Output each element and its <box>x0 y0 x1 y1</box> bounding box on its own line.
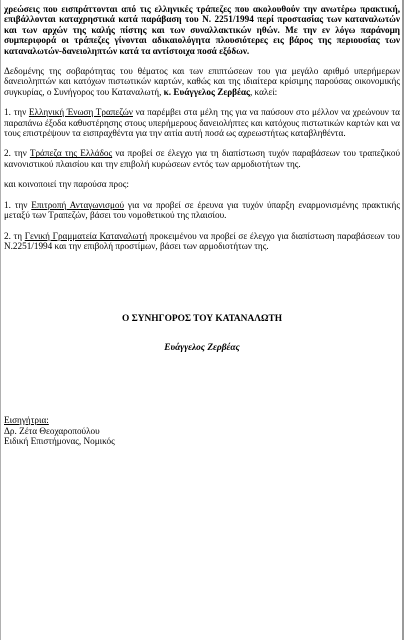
given-text: Δεδομένης της σοβαρότητας του θέματος και των επιπτώσεων του για μεγάλο αριθμό υπερήμερων δανειοληπτών και κατόχων πιστωτικών καρτών, καθώς και της ιδιαίτερα κρίσιμης παρούσας οικονομικής συγκυρίας, ο Συνήγορος του Καταναλωτή, <box>4 66 400 97</box>
item-text: για να προβεί σε έρευνα για τυχόν ύπαρξη εναρμονισμένης πρακτικής μεταξύ των Τραπεζών, βάσει του νομοθετικού της πλαισίου. <box>4 199 400 221</box>
item-prefix: 2. την <box>4 148 30 159</box>
given-paragraph <box>4 66 400 97</box>
rapporteur-block <box>4 415 400 446</box>
intro-line: 2251/1994 περί προστασίας των καταναλωτών και των αρχών της καλής πίστης <box>4 14 401 35</box>
org-competition-commission: Επιτροπή Ανταγωνισμού <box>31 199 125 210</box>
signature-title: Ο ΣΥΝΗΓΟΡΟΣ ΤΟΥ ΚΑΤΑΝΑΛΩΤΗ <box>122 314 282 325</box>
item-prefix: 1. την <box>4 199 32 210</box>
page-border-left <box>0 0 1 640</box>
rapporteur-role: Ειδική Επιστήμονας, Νομικός <box>4 435 115 446</box>
intro-line: ανωτέρω πρακτική, επιβάλλονται καταχρηστικά κατά παράβαση του Ν. <box>4 4 400 25</box>
intro-line: τράπεζες γίνονται αδικαιολόγητα πλουσιότερες εις βάρος της περιουσίας των <box>74 35 401 46</box>
item-text: να παρέμβει στα μέλη της για να παύσουν στο μέλλον να χρεώνουν τα παραπάνω έξοδα καθυστέρησης στους υπερήμερους δανειολήπτες και κατόχους πιστωτικών καρτών και να τους επιστρέψουν τα εισπραχθέντα για την αιτία αυτή ποσά ως αχρεωστήτως καταβληθέντα. <box>4 107 400 139</box>
item-prefix: 2. τη <box>4 230 25 241</box>
rapporteur-name: Δρ. Ζέτα Θεοχαροπούλου <box>4 425 100 436</box>
request-item-2 <box>4 148 400 169</box>
intro-line: καταναλωτών-δανειοληπτών κατά τα αντίστοιχα ποσά εξόδων. <box>4 45 250 56</box>
rapporteur-label: Εισηγήτρια: <box>4 415 49 426</box>
item-text: να προβεί σε έλεγχο για τη διαπίστωση τυχόν παραβάσεων του τραπεζικού κανονιστικού πλαισίου και την επιβολή κυρώσεων εντός των αρμοδιοτήτων της. <box>4 148 400 169</box>
notify-item-2 <box>4 231 400 252</box>
given-text-after: , καλεί: <box>249 86 278 97</box>
signature-name: Ευάγγελος Ζερβέας <box>164 342 240 353</box>
intro-line: χρεώσεις που εισπράττονται από τις ελληνικές τράπεζες που ακολουθούν την <box>4 4 317 14</box>
intro-line: και των συναλλακτικών ηθών. Με την εν λόγω παράνομη συμπεριφορά οι <box>4 24 401 46</box>
intro-paragraph <box>4 4 400 56</box>
notify-item-1 <box>4 200 400 221</box>
ombudsman-name: κ. Ευάγγελος Ζερβέας <box>163 86 250 97</box>
request-item-1 <box>4 107 400 138</box>
org-consumer-secretariat: Γενική Γραμματεία Καταναλωτή <box>24 230 148 241</box>
document-body <box>4 4 400 446</box>
item-text: προκειμένου να προβεί σε έλεγχο για διαπίστωση παραβάσεων του Ν.2251/1994 και την επιβολή προστίμων, βάσει των αρμοδιοτήτων της. <box>4 230 400 251</box>
org-bank-of-greece: Τράπεζα της Ελλάδος <box>29 148 113 159</box>
item-prefix: 1. την <box>4 107 29 118</box>
org-hellenic-bank-association: Ελληνική Ένωση Τραπεζών <box>28 107 133 118</box>
notify-line: και κοινοποιεί την παρούσα προς: <box>4 179 129 190</box>
